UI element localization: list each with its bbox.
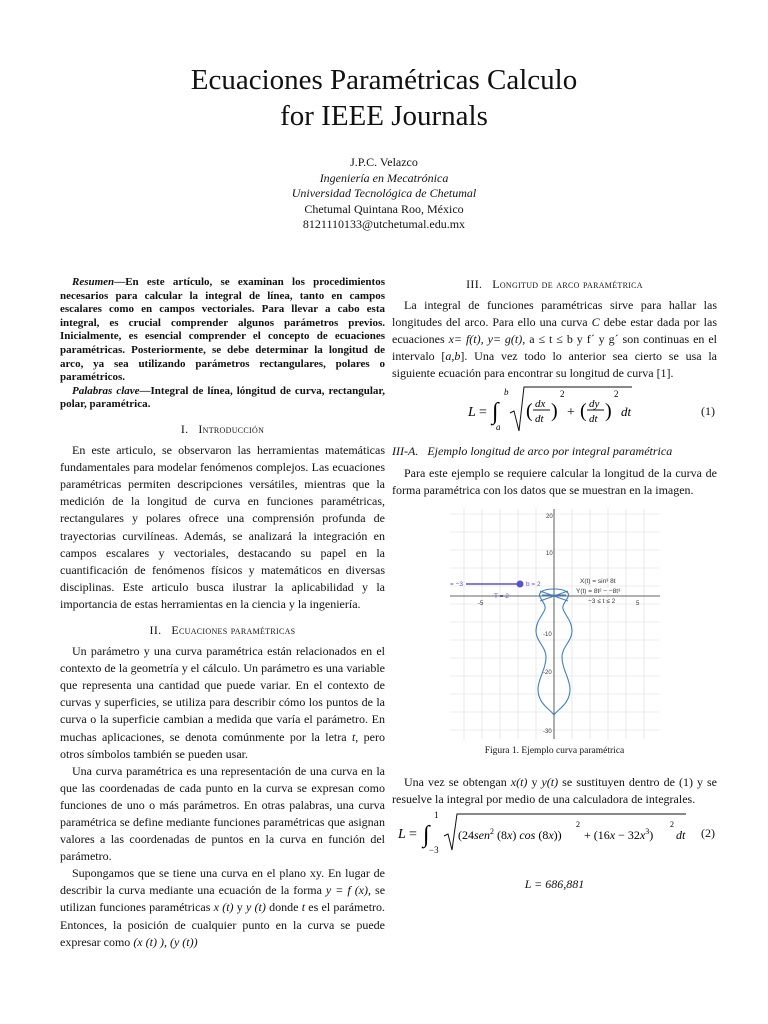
range-label: −3 ≤ t ≤ 2: [587, 597, 615, 605]
text-run: Un parámetro y una curva paramétrica están relacionados en el contexto de la geometría y el cálculo. Un parámetro es una variable que representa una cantidad que puede variar. En el contexto de curvas y superficies, se utiliza para describir cómo los puntos de la curva o la superficie cambian a medida que varía el parámetro. En muchas aplicaciones, se denota comúnmente por la letra: [60, 644, 385, 744]
eq-symbol: =: [409, 827, 417, 843]
eq-symbol: L: [468, 404, 476, 420]
section-number: III.: [466, 277, 483, 291]
text-run: se sustituyen dentro de (1) y se resuelve la integral por medio de una calculadora de integrales.: [392, 774, 717, 807]
author-block: [0, 155, 768, 233]
integral-sign: ∫: [492, 398, 499, 425]
math-inline: x(t): [510, 774, 528, 789]
parameter-slider-handle[interactable]: [516, 580, 523, 587]
slider-max-label: b = 2: [525, 580, 541, 588]
parametric-paragraph-3: [60, 865, 385, 950]
frac-num: dy: [589, 397, 600, 410]
paren: ): [605, 399, 612, 422]
text-run: Una vez se obtengan: [404, 774, 511, 789]
example-paragraph: Para este ejemplo se requiere calcular la longitud de la curva de forma paramétrica con los datos que se muestran en la imagen.: [392, 465, 717, 497]
exponent: 2: [614, 388, 619, 399]
subsection-heading: [392, 443, 717, 460]
math-var: t: [301, 900, 306, 915]
abstract: [60, 276, 385, 385]
author-university: Universidad Tecnológica de Chetumal: [291, 186, 477, 200]
paren: (: [580, 399, 587, 422]
parametric-curve-plot: [450, 509, 660, 739]
math-inline: y (t): [246, 900, 266, 915]
plot-grid: [450, 509, 660, 739]
exponent: 2: [670, 820, 674, 830]
x-function-label: X(t) = sin³ 8t: [579, 577, 616, 585]
lower-limit: a: [496, 421, 501, 432]
abstract-text: —En este artículo, se examinan los procedimientos necesarios para calcular la integral de línea, tanto en campos escalares como en campos vectoriales. Para llevar a cabo esta integral, es crucial comprender algunos parámetros previos. Inicialmente, es esencial comprender el concepto de ecuaciones paramétricas. Posteriormente, se debe determinar la longitud de arco, ya sea utilizando parámetros rectangulares, polares o paramétricos.: [60, 276, 385, 384]
math-inline: (x (t) ), (y (t)): [133, 934, 198, 949]
right-column: [392, 276, 717, 893]
text-run: donde: [265, 900, 302, 915]
figure-caption: Figura 1. Ejemplo curva paramétrica: [484, 745, 625, 756]
integrand: + $(16x - 32x^3)$: [584, 827, 654, 843]
lower-limit: −3: [429, 845, 439, 856]
text-run: La integral de funciones paramétricas sirve para hallar las longitudes del arco. Para ello una curva: [392, 298, 717, 330]
plus: +: [567, 404, 575, 420]
section-title: Introducción: [198, 421, 265, 436]
text-run: , pero otros símbolos también se pueden usar.: [60, 729, 385, 761]
eq-symbol: L: [398, 827, 406, 843]
differential: dt: [621, 403, 632, 419]
equation-number: (2): [701, 826, 715, 841]
author-email: 8121110133@utchetumal.edu.mx: [302, 217, 466, 231]
text-run: y: [527, 774, 542, 789]
section-title: Ecuaciones paramétricas: [171, 622, 296, 637]
math-inline: a,b: [445, 349, 461, 364]
slider-min-label: = −3: [449, 580, 463, 588]
paper-title: [0, 62, 768, 134]
y-tick-label: 20: [545, 513, 553, 520]
x-tick-label: -5: [477, 600, 483, 607]
x-tick-label: 5: [635, 600, 639, 607]
equation-2: [392, 808, 717, 858]
substitution-paragraph: [392, 774, 717, 808]
section-title: Longitud de arco paramétrica: [492, 277, 643, 291]
figure-1: [450, 509, 660, 739]
paren: ): [551, 399, 558, 422]
integral-sign: ∫: [423, 822, 430, 849]
equation-1: [392, 383, 717, 437]
differential: dt: [676, 828, 686, 843]
slider-t-label: T = 2: [493, 592, 509, 600]
math-inline: x (t): [213, 900, 234, 915]
y-tick-label: -10: [542, 631, 552, 638]
text-run: debe estar dada por las ecuaciones: [392, 315, 717, 347]
y-tick-label: 10: [545, 550, 553, 557]
subsection-title: Ejemplo longitud de arco por integral paramétrica: [427, 443, 673, 458]
text-run: , se utilizan funciones paramétricas: [60, 883, 386, 915]
y-function-label: Y(t) = 8t² − −8t³: [575, 587, 620, 595]
exponent: 2: [560, 388, 565, 399]
result-value: L = 686,881: [524, 877, 585, 892]
frac-den: dt: [589, 412, 598, 425]
text-run: , a ≤ t ≤ b y f´ y g´ son continuas en el intervalo [: [392, 332, 718, 364]
text-run: y: [233, 900, 246, 915]
section-heading-intro: [60, 421, 385, 438]
intro-paragraph: En este articulo, se observaron las herramientas matemáticas fundamentales para modelar fenómenos complejos. Las ecuaciones paramétricas permiten descripciones versátiles, mientras que la medición de la longitud de curva en funciones paramétricas, rectangulares y polares ofrece una comprensión profunda de trayectorias curvilíneas. Además, se analizará la integración en campos escalares y vectoriales, destacando su papel en la cuantificación de fenómenos físicos y matemáticos en diversas disciplinas. Este articulo busca ilustrar la aplicabilidad y la importancia de estas herramientas en la ciencia y la ingeniería.: [60, 443, 385, 611]
subsection-number: III-A.: [392, 443, 419, 458]
author-city: Chetumal Quintana Roo, México: [304, 201, 464, 216]
parametric-paragraph-1: [60, 643, 385, 763]
text-run: Supongamos que se tiene una curva en el plano xy. En lugar de describir la curva mediante una ecuación de la forma: [60, 866, 385, 898]
section-number: I.: [180, 421, 189, 436]
upper-limit: b: [504, 386, 509, 397]
keywords-label: Palabras clave: [72, 384, 140, 397]
y-tick-label: -20: [542, 669, 552, 676]
parametric-paragraph-2: Una curva paramétrica es una representación de una curva en la que las coordenadas de cada punto en la curva se expresan como funciones de uno o más parámetros. En otras palabras, una curva paramétrica se define mediante funciones paramétricas que asignan valores a las coordenadas de puntos en la curva en función del parámetro.: [60, 763, 385, 864]
section-heading-arc: [392, 276, 717, 293]
keywords-text: —Integral de línea, lóngitud de curva, rectangular, polar, paramétrica.: [60, 384, 385, 411]
paren: (: [526, 399, 533, 422]
section-number: II.: [149, 622, 162, 637]
math-var: t: [351, 729, 356, 744]
upper-limit: 1: [434, 810, 439, 821]
keywords: [60, 385, 385, 412]
equation-2-render: [392, 808, 717, 858]
exponent: 2: [576, 820, 580, 830]
left-column: [60, 276, 385, 951]
math-var: C: [591, 315, 600, 330]
eq-symbol: =: [479, 404, 487, 420]
frac-den: dt: [535, 412, 544, 425]
abstract-label: Resumen: [72, 276, 115, 288]
arc-paragraph-1: [392, 297, 717, 382]
equation-1-render: [392, 383, 717, 437]
author-department: Ingeniería en Mecatrónica: [319, 170, 449, 185]
title-line-1: Ecuaciones Paramétricas Calculo: [190, 64, 578, 96]
frac-num: dx: [535, 397, 546, 410]
math-inline: y = f (x): [325, 883, 369, 898]
title-line-2: for IEEE Journals: [280, 100, 488, 132]
math-inline: y(t): [541, 774, 559, 789]
integrand: (24sen$^2$ (8x) cos (8x)): [458, 827, 562, 843]
author-name: J.P.C. Velazco: [350, 155, 418, 169]
text-run: es el parámetro. Entonces, la posición de cualquier punto en la curva se puede expresar como: [60, 900, 386, 949]
equation-number: (1): [701, 403, 715, 418]
text-run: ]. Una vez todo lo anterior sea cierto se usa la siguiente ecuación para encontrar su longitud de curva [1].: [392, 349, 717, 381]
y-tick-label: -30: [542, 728, 552, 735]
math-inline: x= f(t), y= g(t): [448, 332, 523, 347]
section-heading-parametric: [60, 622, 385, 639]
